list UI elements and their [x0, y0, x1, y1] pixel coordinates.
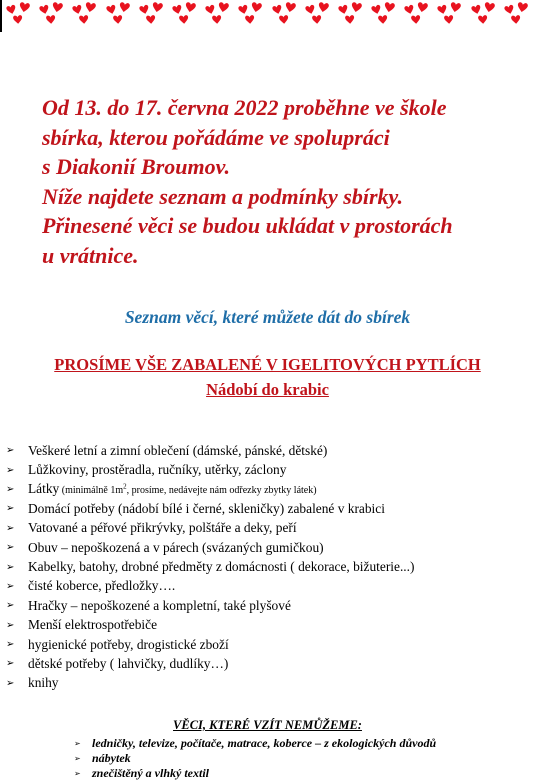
heart-icon	[336, 2, 366, 30]
item-text: hygienické potřeby, drogistické zboží	[28, 636, 229, 652]
list-item	[6, 616, 414, 635]
heart-icon	[203, 2, 233, 30]
heart-icon	[369, 2, 399, 30]
list-item	[6, 499, 414, 518]
list-item	[6, 557, 414, 576]
latky-main: Látky	[28, 481, 60, 497]
list-item	[6, 460, 414, 479]
list-item	[74, 751, 436, 766]
heart-icon	[435, 2, 465, 30]
item-text: dětské potřeby ( lahvičky, dudlíky…)	[28, 655, 229, 671]
heart-icon	[37, 2, 67, 30]
latky-note-sup: 2	[123, 483, 127, 492]
list-item	[6, 635, 414, 654]
list-item	[6, 596, 414, 615]
arrow-bullet-icon: ➢	[6, 677, 15, 689]
item-text: Kabelky, batohy, drobné předměty z domácnosti ( dekorace, bižuterie...)	[28, 559, 415, 575]
hearts-border	[4, 2, 532, 32]
list-item	[6, 577, 414, 596]
arrow-bullet-icon: ➢	[6, 483, 15, 495]
item-text: Vatované a péřové přikrývky, polštáře a deky, peří	[28, 520, 297, 536]
left-edge-line	[0, 0, 2, 32]
seznam-heading: Seznam věcí, které můžete dát do sbírek	[124, 307, 411, 327]
list-item	[6, 538, 414, 557]
item-text: Veškeré letní a zimní oblečení (dámské, pánské, dětské)	[28, 442, 328, 458]
latky-note-end: , prosíme, nedávejte nám odřezky zbytky látek)	[126, 485, 317, 497]
heart-icon	[4, 2, 34, 30]
list-item	[6, 519, 414, 538]
item-text: znečištěný a vlhký textil	[92, 766, 209, 780]
intro-paragraph	[42, 93, 532, 270]
item-text: ledničky, televize, počítače, matrace, koberce – z ekologických důvodů	[92, 736, 437, 750]
intro-line-1: Od 13. do 17. června 2022 proběhne ve škole	[42, 95, 447, 120]
heart-icon	[469, 2, 499, 30]
arrow-bullet-icon: ➢	[74, 739, 81, 748]
arrow-bullet-icon: ➢	[74, 769, 81, 778]
arrow-bullet-icon: ➢	[6, 580, 15, 592]
intro-line-2: sbírka, kterou pořádáme ve spolupráci	[42, 124, 390, 150]
heart-icon	[170, 2, 200, 30]
heart-icon	[270, 2, 300, 30]
intro-line-3: s Diakonií Broumov.	[42, 154, 231, 179]
heart-icon	[236, 2, 266, 30]
arrow-bullet-icon: ➢	[74, 754, 81, 763]
list-item	[6, 441, 414, 460]
list-item	[74, 736, 436, 751]
nadobi-heading: Nádobí do krabic	[206, 380, 329, 399]
prosime-heading: PROSÍME VŠE ZABALENÉ V IGELITOVÝCH PYTLÍCH	[54, 355, 481, 374]
heart-icon	[137, 2, 167, 30]
arrow-bullet-icon: ➢	[6, 658, 15, 670]
latky-note-start: (minimálně 1m	[59, 485, 124, 497]
rejected-items-list	[74, 736, 436, 781]
list-item	[6, 654, 414, 673]
intro-line-4: Níže najdete seznam a podmínky sbírky.	[42, 183, 403, 209]
arrow-bullet-icon: ➢	[6, 600, 15, 612]
latky-note	[59, 485, 316, 496]
item-text: Hračky – nepoškozené a kompletní, také plyšové	[28, 597, 291, 613]
list-item	[6, 674, 414, 693]
heart-icon	[70, 2, 100, 30]
arrow-bullet-icon: ➢	[6, 522, 15, 534]
list-item	[74, 766, 436, 781]
item-text: Obuv – nepoškozená a v párech (svázaných gumičkou)	[28, 539, 324, 555]
item-text: Lůžkoviny, prostěradla, ručníky, utěrky, záclony	[28, 462, 287, 478]
item-text: Menší elektrospotřebiče	[28, 617, 158, 633]
heart-icon	[402, 2, 432, 30]
arrow-bullet-icon: ➢	[6, 561, 15, 573]
arrow-bullet-icon: ➢	[6, 503, 15, 515]
intro-line-5: Přinesené věci se budou ukládat v prostorách	[42, 213, 453, 238]
arrow-bullet-icon: ➢	[6, 542, 15, 554]
arrow-bullet-icon: ➢	[6, 639, 15, 651]
item-text: nábytek	[92, 751, 131, 765]
heart-icon	[303, 2, 333, 30]
intro-line-6: u vrátnice.	[42, 242, 139, 268]
item-text: Domácí potřeby (nádobí bílé i černé, skleničky) zabalené v krabici	[28, 500, 385, 516]
heart-icon	[502, 2, 532, 30]
item-text: čisté koberce, předložky….	[28, 578, 176, 594]
list-item	[6, 480, 414, 499]
arrow-bullet-icon: ➢	[6, 445, 15, 457]
arrow-bullet-icon: ➢	[6, 464, 15, 476]
item-text	[28, 481, 317, 497]
item-text: knihy	[28, 675, 59, 691]
heart-icon	[104, 2, 134, 30]
arrow-bullet-icon: ➢	[6, 619, 15, 631]
cannot-heading: VĚCI, KTERÉ VZÍT NEMŮŽEME:	[173, 718, 362, 732]
accepted-items-list	[6, 441, 414, 693]
